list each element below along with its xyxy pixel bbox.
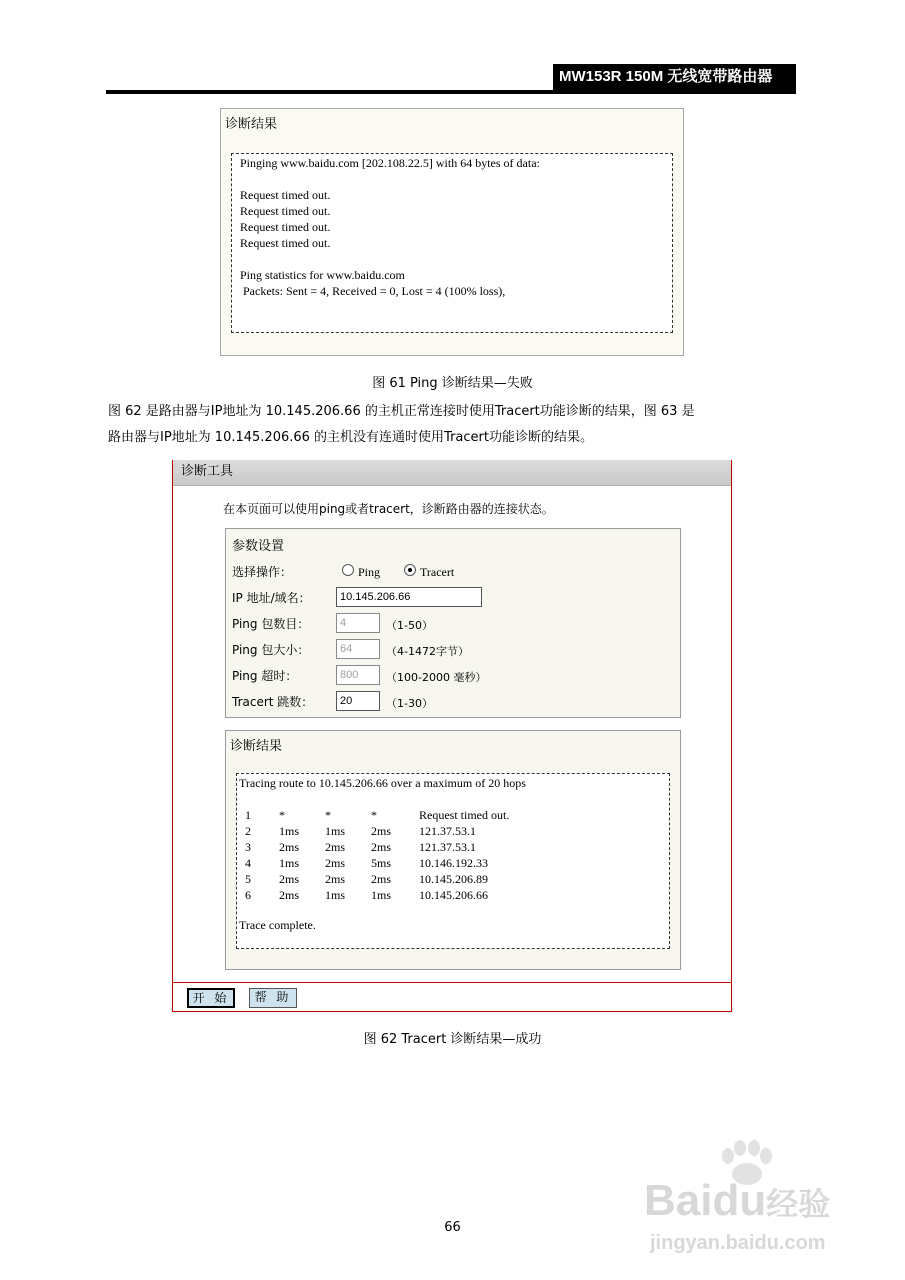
hop-number: 1 [245, 808, 251, 822]
hop-address: 121.37.53.1 [419, 824, 476, 838]
tracert-radio-label: Tracert [420, 565, 455, 579]
hop-address: 121.37.53.1 [419, 840, 476, 854]
tracert-hops-input[interactable]: 20 [336, 691, 380, 711]
ping-count-hint: （1-50） [386, 619, 433, 632]
ping-line: Request timed out. [240, 236, 331, 250]
body-paragraph-line-2: 路由器与IP地址为 10.145.206.66 的主机没有连通时使用Tracert功能诊断的结果。 [108, 430, 593, 445]
diagnostic-tool-window [172, 460, 732, 1012]
hop-time-2: 1ms [325, 824, 346, 838]
tracert-result-output[interactable] [236, 773, 670, 949]
ping-line: Ping statistics for www.baidu.com [240, 268, 405, 282]
hop-time-1: 2ms [279, 840, 300, 854]
hop-number: 3 [245, 840, 251, 854]
ping-line: Pinging www.baidu.com [202.108.22.5] with 64 bytes of data: [240, 156, 540, 170]
hop-time-3: 1ms [371, 888, 392, 902]
tracert-result-legend: 诊断结果 [230, 739, 283, 754]
tracert-footer-line: Trace complete. [239, 918, 316, 932]
tracert-hops-hint: （1-30） [386, 697, 433, 710]
hop-time-2: 2ms [325, 856, 346, 870]
hop-number: 6 [245, 888, 251, 902]
hop-time-1: 2ms [279, 872, 300, 886]
hop-address: 10.145.206.66 [419, 888, 488, 902]
ping-timeout-label: Ping 超时： [232, 669, 298, 683]
tracert-radio[interactable] [404, 564, 416, 576]
document-header-title: MW153R 150M 无线宽带路由器 [553, 64, 796, 90]
hop-time-1: 2ms [279, 888, 300, 902]
ping-line: Request timed out. [240, 188, 331, 202]
hop-time-1: 1ms [279, 824, 300, 838]
baidu-jingyan-watermark [640, 1140, 870, 1270]
hop-number: 4 [245, 856, 251, 870]
hop-time-3: 2ms [371, 840, 392, 854]
help-button[interactable]: 帮 助 [249, 988, 297, 1008]
params-fieldset [225, 528, 681, 718]
tracert-result-fieldset [225, 730, 681, 970]
hop-number: 2 [245, 824, 251, 838]
figure-62-caption: 图 62 Tracert 诊断结果—成功 [363, 1032, 542, 1047]
figure-61-caption: 图 61 Ping 诊断结果—失败 [372, 376, 533, 391]
start-button[interactable]: 开 始 [187, 988, 235, 1008]
watermark-url: jingyan.baidu.com [650, 1232, 826, 1254]
ping-result-panel [220, 108, 684, 356]
ping-size-hint: （4-1472字节） [386, 645, 469, 658]
hop-time-2: 2ms [325, 872, 346, 886]
hop-time-2: 2ms [325, 840, 346, 854]
ping-radio-label: Ping [358, 565, 381, 579]
watermark-cn: 经验 [766, 1186, 831, 1222]
ping-line: Request timed out. [240, 220, 331, 234]
ping-result-title: 诊断结果 [225, 117, 278, 132]
ip-input[interactable]: 10.145.206.66 [336, 587, 482, 607]
hop-time-2: * [325, 808, 331, 822]
hop-address: Request timed out. [419, 808, 510, 822]
ping-line: Request timed out. [240, 204, 331, 218]
tracert-hops-label: Tracert 跳数： [232, 695, 314, 709]
hop-time-3: 2ms [371, 872, 392, 886]
diagnostic-tool-title: 诊断工具 [173, 460, 731, 486]
hop-time-3: * [371, 808, 377, 822]
page-number: 66 [444, 1220, 461, 1235]
hop-time-2: 1ms [325, 888, 346, 902]
ping-radio[interactable] [342, 564, 354, 576]
button-bar-divider [173, 982, 731, 983]
hop-time-3: 5ms [371, 856, 392, 870]
hop-address: 10.146.192.33 [419, 856, 488, 870]
diagnostic-tool-description: 在本页面可以使用ping或者tracert，诊断路由器的连接状态。 [223, 502, 554, 516]
hop-time-1: 1ms [279, 856, 300, 870]
ping-timeout-input[interactable]: 800 [336, 665, 380, 685]
watermark-brand: Bai [644, 1176, 713, 1225]
ping-result-output [231, 153, 673, 333]
body-paragraph-line-1: 图 62 是路由器与IP地址为 10.145.206.66 的主机正常连接时使用Tracert功能诊断的结果，图 63 是 [108, 404, 695, 419]
params-legend: 参数设置 [232, 539, 285, 554]
ping-size-label: Ping 包大小： [232, 643, 310, 657]
hop-address: 10.145.206.89 [419, 872, 488, 886]
hop-time-3: 2ms [371, 824, 392, 838]
ping-line: Packets: Sent = 4, Received = 0, Lost = 4 (100% loss), [240, 284, 506, 298]
hop-number: 5 [245, 872, 251, 886]
ping-count-input[interactable]: 4 [336, 613, 380, 633]
operation-label: 选择操作： [232, 565, 293, 579]
header-rule [106, 90, 796, 94]
hop-time-1: * [279, 808, 285, 822]
watermark-brand-2: du [712, 1176, 767, 1225]
ping-count-label: Ping 包数目： [232, 617, 310, 631]
ip-label: IP 地址/域名： [232, 591, 311, 605]
ping-timeout-hint: （100-2000 毫秒） [386, 671, 487, 684]
ping-size-input[interactable]: 64 [336, 639, 380, 659]
tracert-header-line: Tracing route to 10.145.206.66 over a maximum of 20 hops [239, 776, 526, 790]
